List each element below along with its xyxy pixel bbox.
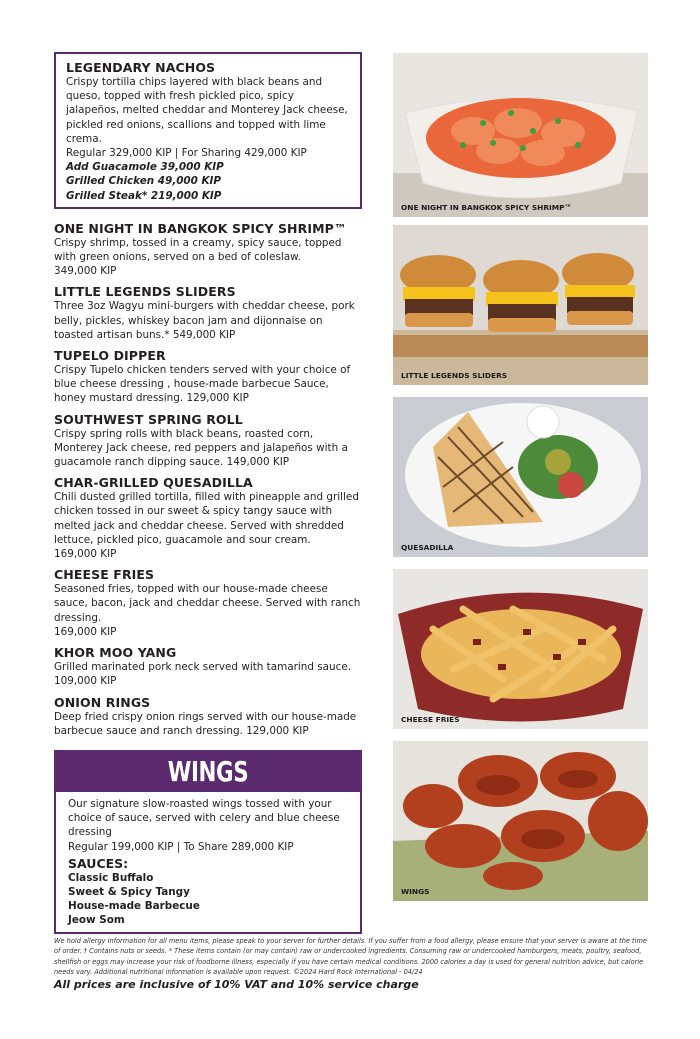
item-description: Grilled marinated pork neck served with tamarind sauce. xyxy=(54,661,352,674)
item-description: Chili dusted grilled tortilla, filled with pineapple and grilled chicken tossed in our sweet & spicy tangy sauce with melted jack and cheddar cheese. Served with shredded lettuce, pickled pico, guacamole and sour cream. xyxy=(54,491,359,546)
wings-description: Our signature slow-roasted wings tossed with your choice of sauce, served with celery and blue cheese dressing xyxy=(68,798,340,839)
wings-price: Regular 199,000 KIP | To Share 289,000 KIP xyxy=(68,840,294,853)
menu-item xyxy=(54,412,364,470)
item-price: 109,000 KIP xyxy=(54,675,117,688)
sauces-heading: SAUCES: xyxy=(68,855,129,871)
item-title: ONION RINGS xyxy=(54,694,151,710)
item-title: SOUTHWEST SPRING ROLL xyxy=(54,411,243,427)
addon: Add Guacamole 39,000 KIP xyxy=(66,161,224,174)
allergy-disclaimer: We hold allergy information for all menu items, please speak to your server for further details. If you suffer from a food allergy, please ensure that your server is aware at the time of order. † Contains nuts or seeds. * These items contain (or may contain) raw or undercooked ingredients. Consuming raw or undercooked hamburgers, meats, poultry, seafood, shellfish or eggs may increase your risk of foodborne illness, especially if you have certain medical conditions. 2000 calories a day is used for general nutrition advice, but calorie needs vary. Additional nutritional information is available upon request. ©2024 Hard Rock International - 04/24 xyxy=(54,937,647,976)
menu-item xyxy=(54,348,364,406)
item-description: Deep fried crispy onion rings served with our house-made barbecue sauce and ranch dressing. 129,000 KIP xyxy=(54,710,357,737)
item-price: 169,000 KIP xyxy=(54,548,117,561)
menu-item xyxy=(54,695,364,738)
photo-caption: WINGS xyxy=(401,887,430,896)
cheese-fries-photo xyxy=(393,569,648,729)
item-title: CHAR-GRILLED QUESADILLA xyxy=(54,475,253,491)
item-description: Seasoned fries, topped with our house-made cheese sauce, bacon, jack and cheddar cheese. Served with ranch dressing. xyxy=(54,583,361,624)
item-price: 169,000 KIP xyxy=(54,625,117,638)
addon: Grilled Steak* 219,000 KIP xyxy=(66,189,222,202)
wings-heading: WINGS xyxy=(79,752,337,792)
item-title: LITTLE LEGENDS SLIDERS xyxy=(54,284,236,300)
photo-caption: ONE NIGHT IN BANGKOK SPICY SHRIMP™ xyxy=(401,203,572,212)
item-title: CHEESE FRIES xyxy=(54,567,155,583)
shrimp-photo xyxy=(393,53,648,217)
item-title: ONE NIGHT IN BANGKOK SPICY SHRIMP™ xyxy=(54,220,347,236)
featured-nachos-box xyxy=(54,52,362,209)
sauce-item: Jeow Som xyxy=(68,914,125,927)
item-price: Regular 329,000 KIP | For Sharing 429,000 KIP xyxy=(66,147,307,160)
photo-caption: QUESADILLA xyxy=(401,543,454,552)
wings-section xyxy=(54,750,362,934)
item-description: Crispy Tupelo chicken tenders served with your choice of blue cheese dressing , house-made barbecue Sauce, honey mustard dressing. 129,000 KIP xyxy=(54,364,351,405)
item-title: TUPELO DIPPER xyxy=(54,348,166,364)
sauce-item: House-made Barbecue xyxy=(68,900,200,913)
photo-caption: LITTLE LEGENDS SLIDERS xyxy=(401,371,508,380)
sliders-photo xyxy=(393,225,648,385)
menu-item xyxy=(54,475,364,561)
menu-item xyxy=(54,284,364,342)
sauce-item: Classic Buffalo xyxy=(68,871,154,884)
menu-left-column xyxy=(54,52,364,738)
item-description: Crispy spring rolls with black beans, roasted corn, Monterey Jack cheese, red peppers and jalapeños with a guacamole ranch dipping sauce. 149,000 KIP xyxy=(54,427,348,469)
menu-item xyxy=(54,221,364,279)
item-description: Three 3oz Wagyu mini-burgers with cheddar cheese, pork belly, pickles, whiskey bacon jam and dijonnaise on toasted artisan buns.* 549,000 KIP xyxy=(54,300,355,341)
addon: Grilled Chicken 49,000 KIP xyxy=(66,175,222,188)
photo-caption: CHEESE FRIES xyxy=(401,715,460,724)
item-description: Crispy tortilla chips layered with black beans and queso, topped with fresh pickled pico, spicy jalapeños, melted cheddar and Monterey Jack cheese, pickled red onions, scallions and topped with lime crema. xyxy=(66,76,348,145)
wings-photo xyxy=(393,741,648,901)
sauce-item: Sweet & Spicy Tangy xyxy=(68,886,190,899)
item-price: 349,000 KIP xyxy=(54,265,117,278)
quesadilla-photo xyxy=(393,397,648,557)
price-note: All prices are inclusive of 10% VAT and 10% service charge xyxy=(54,978,419,991)
item-description: Crispy shrimp, tossed in a creamy, spicy sauce, topped with green onions, served on a bed of coleslaw. xyxy=(54,236,342,264)
item-title: LEGENDARY NACHOS xyxy=(66,60,216,75)
item-title: KHOR MOO YANG xyxy=(54,645,177,661)
menu-item xyxy=(54,645,364,688)
menu-item xyxy=(54,567,364,639)
